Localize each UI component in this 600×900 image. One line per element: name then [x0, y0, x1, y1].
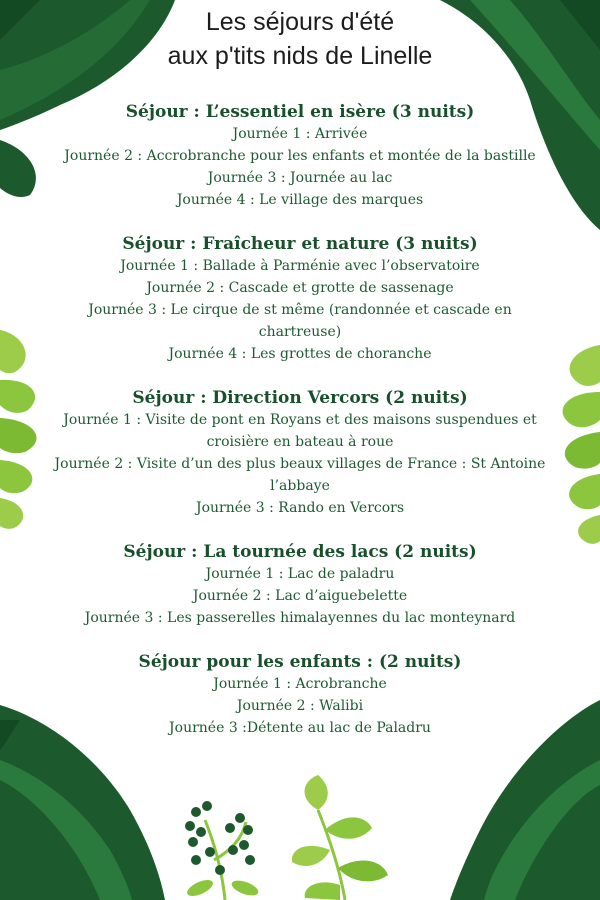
stay-heading: Séjour : La tournée des lacs (2 nuits)	[123, 542, 477, 562]
title-line-2: aux p'tits nids de Linelle	[167, 42, 433, 70]
day-item: Journée 3 : Les passerelles himalayennes du lac monteynard	[84, 610, 516, 626]
day-item: Journée 3 : Le cirque de st même (randonnée et cascade en chartreuse)	[88, 302, 512, 340]
stay-heading: Séjour pour les enfants : (2 nuits)	[138, 652, 462, 672]
day-item: Journée 1 : Ballade à Parménie avec l’observatoire	[120, 258, 480, 274]
day-item: Journée 1 : Lac de paladru	[205, 566, 395, 582]
day-item: Journée 3 :Détente au lac de Paladru	[169, 720, 431, 736]
stay-section-vercors	[54, 387, 546, 519]
stay-section-lacs	[60, 541, 540, 629]
day-item: Journée 1 : Visite de pont en Royans et des maisons suspendues et croisière en bateau à roue	[63, 412, 537, 450]
day-item: Journée 2 : Visite d’un des plus beaux villages de France : St Antoine l’abbaye	[54, 456, 546, 494]
day-item: Journée 1 : Arrivée	[232, 126, 368, 142]
stay-section-fraicheur	[60, 233, 540, 365]
left-fern-icon	[0, 330, 37, 529]
day-item: Journée 2 : Walibi	[236, 698, 364, 714]
right-fern-icon	[563, 345, 600, 544]
day-item: Journée 2 : Accrobranche pour les enfants et montée de la bastille	[64, 148, 536, 164]
light-leaf-branch-icon	[292, 775, 388, 900]
day-item: Journée 3 : Rando en Vercors	[195, 500, 405, 516]
main-content	[54, 0, 546, 739]
stay-section-enfants	[60, 651, 540, 739]
stay-heading: Séjour : Fraîcheur et nature (3 nuits)	[122, 234, 478, 254]
page-title	[60, 5, 540, 73]
day-item: Journée 4 : Les grottes de choranche	[168, 346, 432, 362]
stay-heading: Séjour : Direction Vercors (2 nuits)	[132, 388, 468, 408]
berry-sprig-icon	[185, 801, 260, 900]
title-line-1: Les séjours d'été	[205, 8, 395, 36]
day-item: Journée 2 : Cascade et grotte de sassenage	[146, 280, 454, 296]
stay-section-essentiel	[60, 101, 540, 211]
day-item: Journée 4 : Le village des marques	[176, 192, 424, 208]
stay-heading: Séjour : L’essentiel en isère (3 nuits)	[125, 102, 475, 122]
day-item: Journée 2 : Lac d’aiguebelette	[192, 588, 408, 604]
day-item: Journée 1 : Acrobranche	[213, 676, 387, 692]
day-item: Journée 3 : Journée au lac	[207, 170, 393, 186]
